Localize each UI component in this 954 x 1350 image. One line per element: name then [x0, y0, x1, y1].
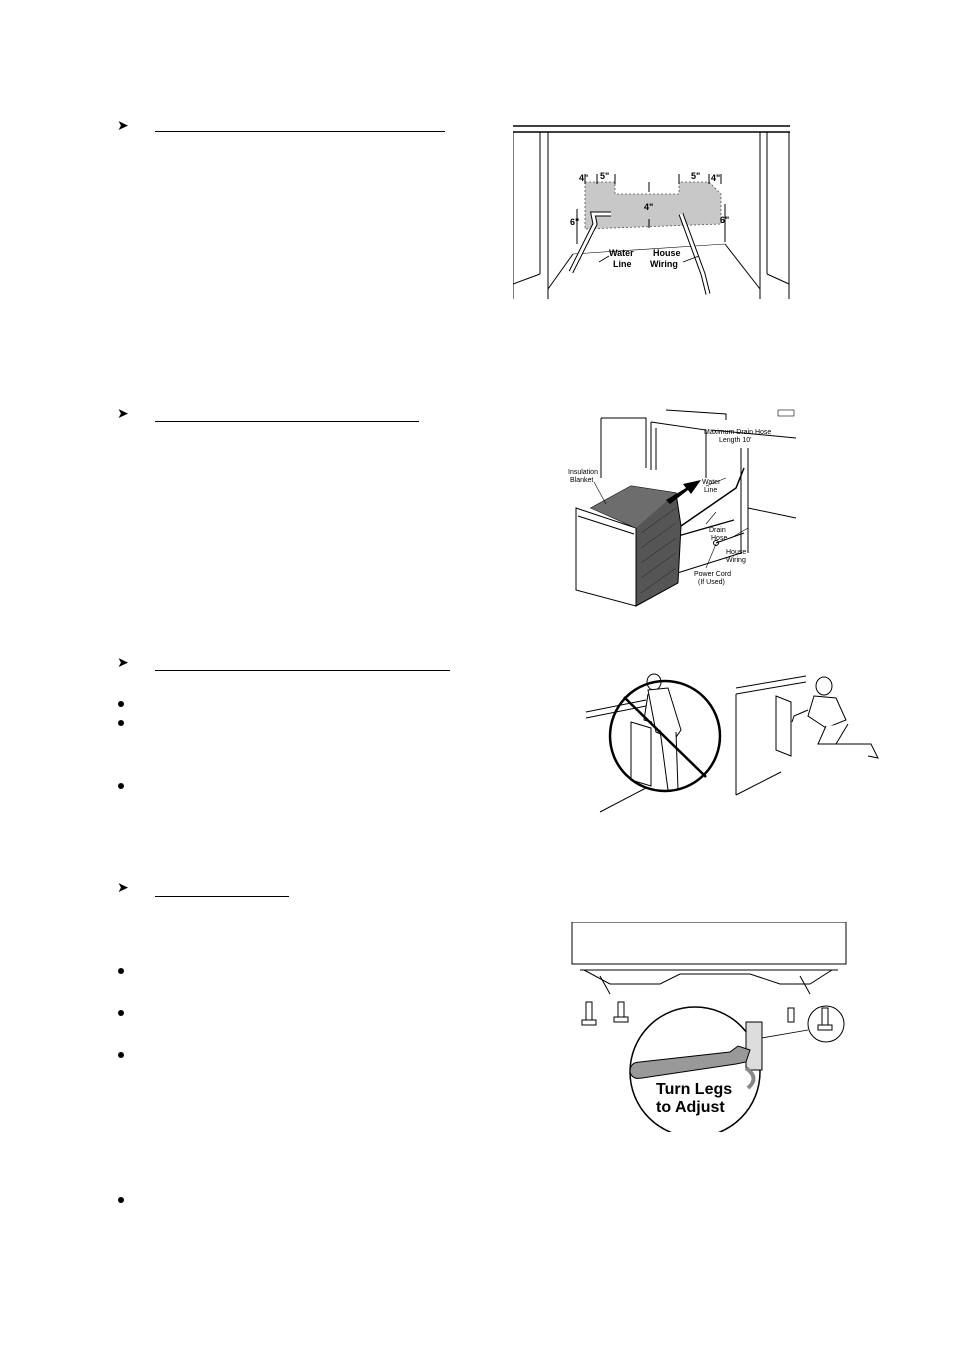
power-cord-label-1: Power Cord [694, 571, 731, 578]
water-line-label-2: Line [613, 259, 632, 269]
dim-center-height: 4" [644, 202, 654, 212]
dim-right-side: 4" [711, 173, 721, 183]
house-wiring-label-2: Wiring [650, 259, 678, 269]
power-cord-label-2: (If Used) [698, 579, 725, 586]
dim-left-notch: 5" [600, 171, 610, 181]
heading-underline [155, 131, 445, 132]
install-position-illustration [586, 660, 888, 816]
water-line-label-2: Line [704, 487, 718, 494]
insulation-label-1: Insulation [568, 469, 598, 476]
dim-left-side: 4" [579, 173, 589, 183]
section-arrow-icon: ➤ [117, 406, 129, 422]
house-wiring-label-1: House [726, 549, 747, 556]
water-line-label-1: Water [609, 248, 634, 258]
bullet-point [118, 783, 124, 789]
bullet-point [118, 720, 124, 726]
leveling-diagram [570, 922, 848, 1132]
max-drain-label-1: Maximum Drain Hose [704, 429, 772, 436]
house-wiring-label-1: House [653, 248, 681, 258]
drain-hose-label-1: Drain [709, 527, 726, 534]
heading-underline [155, 670, 450, 671]
cutout-diagram [513, 124, 790, 299]
bullet-point [118, 701, 124, 707]
caption-line-2: to Adjust [656, 1099, 725, 1116]
section-arrow-icon: ➤ [117, 118, 129, 134]
heading-underline [155, 896, 289, 897]
insulation-diagram [566, 408, 806, 608]
house-wiring-label-2: Wiring [726, 557, 746, 564]
dim-left-height: 6" [570, 217, 580, 227]
section-arrow-icon: ➤ [117, 880, 129, 896]
water-line-label-1: Water [702, 479, 721, 486]
max-drain-label-2: Length 10' [719, 437, 752, 444]
bullet-point [118, 1052, 124, 1058]
insulation-label-2: Blanket [570, 477, 594, 484]
bullet-point [118, 1197, 124, 1203]
heading-underline [155, 421, 419, 422]
bullet-point [118, 968, 124, 974]
dim-right-notch: 5" [691, 171, 701, 181]
drain-hose-label-2: Hose [711, 535, 728, 542]
caption-line-1: Turn Legs [656, 1081, 733, 1098]
dim-right-height: 6" [720, 215, 730, 225]
section-arrow-icon: ➤ [117, 655, 129, 671]
bullet-point [118, 1010, 124, 1016]
